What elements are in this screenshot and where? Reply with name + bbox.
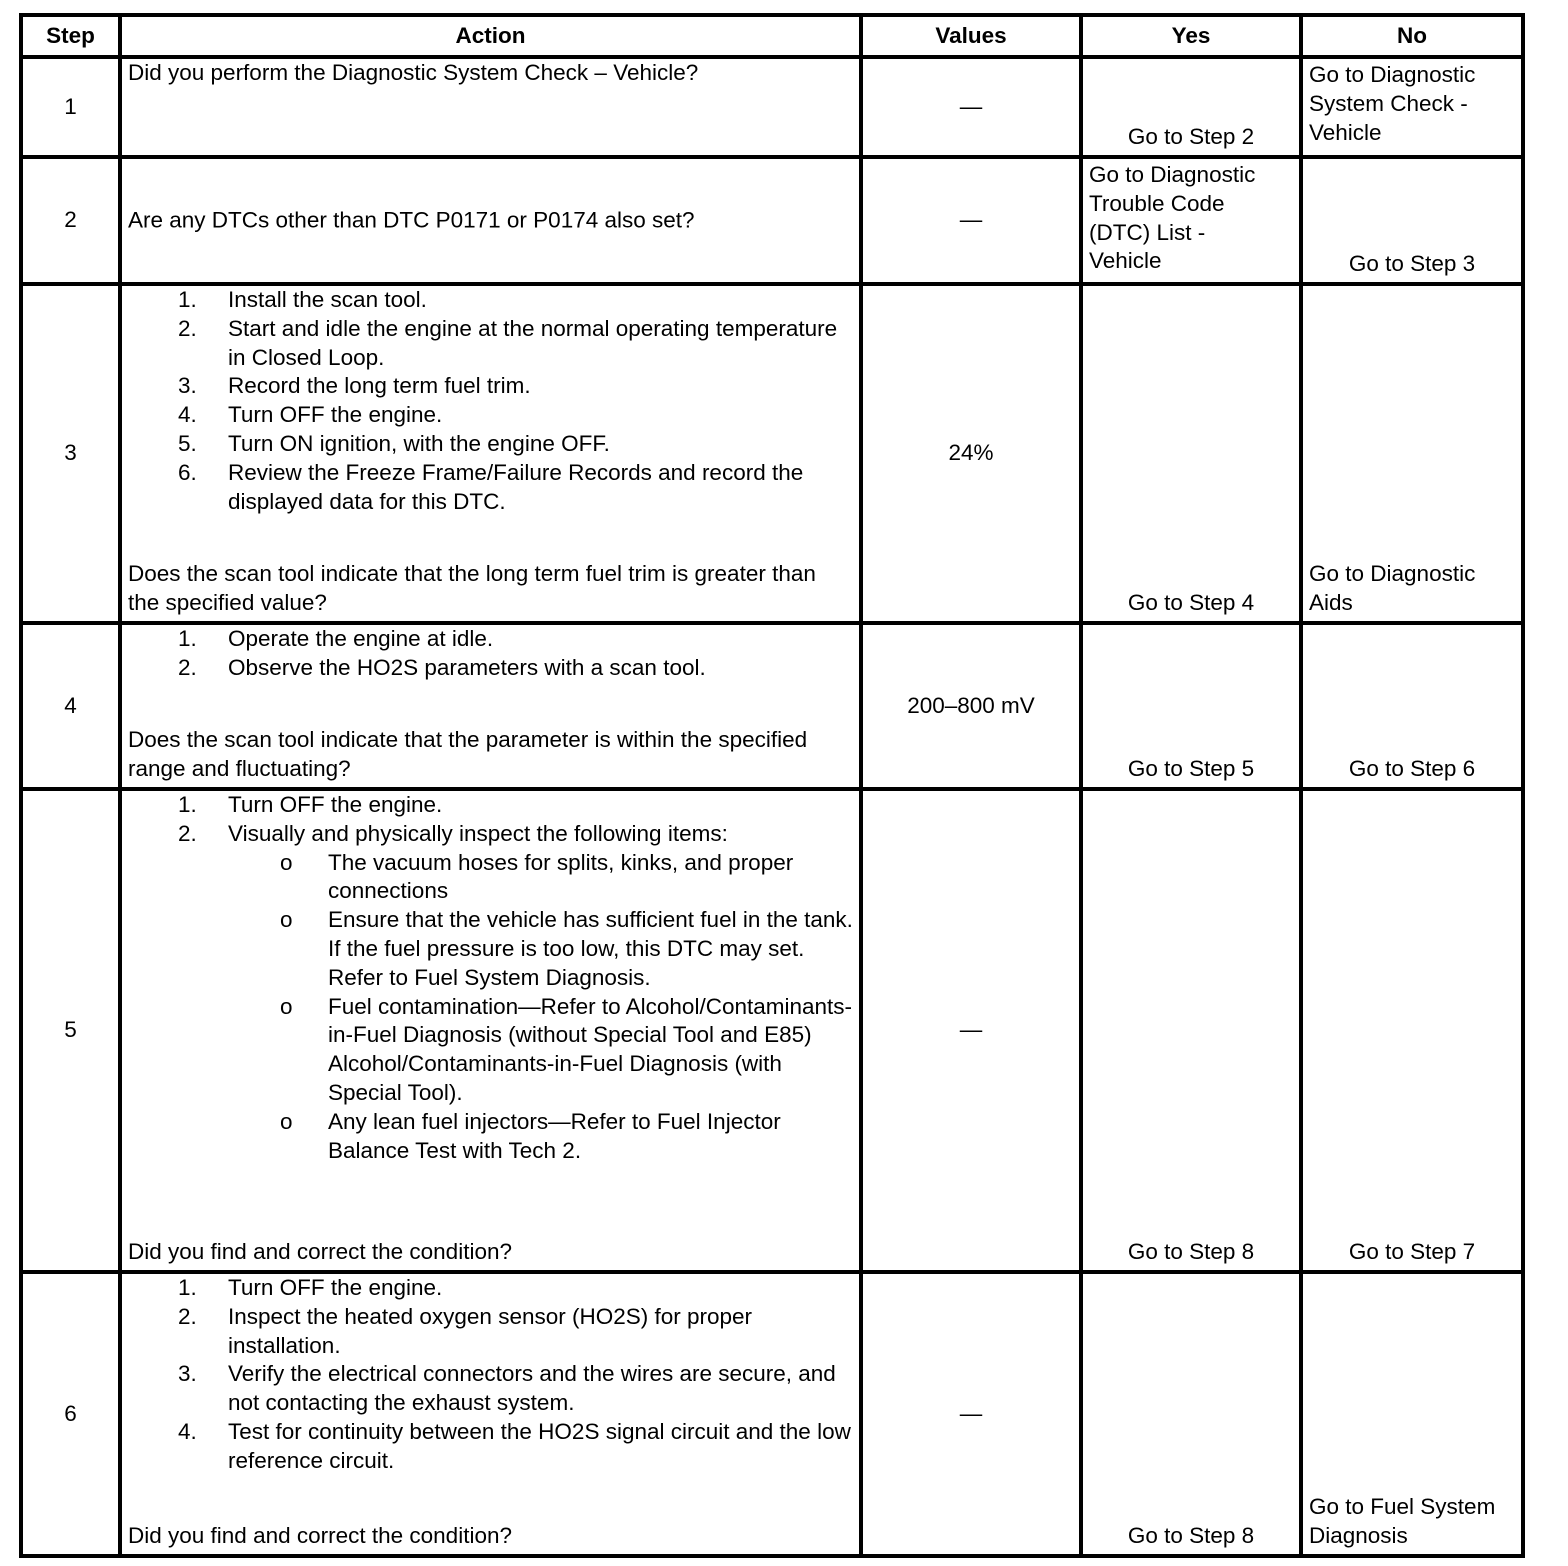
values-cell: — (861, 157, 1081, 284)
list-item: 5. Turn ON ignition, with the engine OFF. (178, 430, 610, 456)
values-cell: 200–800 mV (861, 623, 1081, 789)
yes-line: Trouble Code (1089, 190, 1225, 216)
header-no: No (1301, 15, 1523, 57)
action-question: Does the scan tool indicate that the long term fuel trim is greater than the specified value? (128, 561, 816, 616)
action-cell (120, 789, 861, 1272)
yes-cell (1081, 284, 1301, 623)
list-item: 1. Install the scan tool. (178, 287, 427, 312)
values-cell: — (861, 57, 1081, 157)
list-item: 4. Test for continuity between the HO2S signal circuit and the low reference circuit. (178, 1418, 851, 1473)
no-line: Aids (1309, 590, 1353, 616)
yes-cell (1081, 789, 1301, 1272)
step-number: 6 (21, 1272, 120, 1556)
no-link[interactable]: Go to Step 7 (1348, 1239, 1476, 1265)
yes-cell (1081, 623, 1301, 789)
step-number: 5 (21, 789, 120, 1272)
action-question: Did you find and correct the condition? (128, 1523, 512, 1549)
list-item: 2. Inspect the heated oxygen sensor (HO2S) for proper installation. (178, 1303, 753, 1358)
list-item: 1. Turn OFF the engine. (178, 792, 443, 817)
yes-line: Go to Diagnostic (1089, 162, 1256, 187)
list-item: o Fuel contamination—Refer to Alcohol/Contaminants-in-Fuel Diagnosis (without Special Tool and E85) Alcohol/Contaminants-in-Fuel Diagnosis (with Special Tool). (280, 993, 853, 1105)
action-steps (128, 625, 853, 683)
no-cell (1301, 1272, 1523, 1556)
table-row (21, 284, 1523, 623)
yes-cell (1081, 1272, 1301, 1556)
no-line: Go to Diagnostic (1309, 62, 1476, 87)
step-number: 4 (21, 623, 120, 789)
action-question: Does the scan tool indicate that the parameter is within the specified range and fluctuating? (128, 727, 808, 782)
yes-line: (DTC) List - (1089, 219, 1206, 245)
list-item: 2. Observe the HO2S parameters with a scan tool. (178, 654, 706, 680)
no-cell (1301, 789, 1523, 1272)
no-line: Diagnosis (1309, 1523, 1408, 1549)
no-line: Go to Fuel System (1309, 1494, 1496, 1520)
list-item: 1. Operate the engine at idle. (178, 626, 494, 651)
no-link[interactable] (1309, 61, 1515, 147)
list-item: 2. Start and idle the engine at the normal operating temperature in Closed Loop. (178, 315, 838, 370)
action-question: Did you perform the Diagnostic System Check – Vehicle? (128, 60, 699, 85)
yes-link[interactable]: Go to Step 8 (1127, 1239, 1255, 1265)
no-line: System Check - (1309, 90, 1468, 116)
yes-cell (1081, 157, 1301, 284)
no-link[interactable] (1309, 1493, 1515, 1551)
table-row (21, 57, 1523, 157)
values-cell: — (861, 789, 1081, 1272)
list-item: 2. Visually and physically inspect the following items: o The vacuum hoses for splits, kinks, and proper connections o Ensure that the vehicle has sufficient fuel in the tank. If the fuel pressure is too low, this DTC may set. Refer to Fuel System Diagnosis. o Fuel contamination—Refer to Alcohol/Contaminants-in-Fuel Diagnosis (without Special Tool and E85) Alcohol/Contaminants-in-Fuel Diagnosis (with Special Tool). o Any lean fuel injectors—Refer to Fuel Injector Balance Test with Tech 2. (128, 820, 853, 1166)
action-cell (120, 157, 861, 284)
yes-line: Vehicle (1089, 248, 1162, 274)
no-cell (1301, 284, 1523, 623)
action-cell (120, 623, 861, 789)
table-row (21, 1272, 1523, 1556)
action-cell (120, 57, 861, 157)
values-cell: — (861, 1272, 1081, 1556)
list-item: o The vacuum hoses for splits, kinks, and proper connections (280, 849, 794, 904)
yes-link[interactable] (1089, 161, 1293, 276)
diagnostic-table (19, 13, 1525, 1558)
list-item: o Ensure that the vehicle has sufficient fuel in the tank. If the fuel pressure is too low, this DTC may set. Refer to Fuel System Diagnosis. (280, 907, 853, 990)
step-number: 3 (21, 284, 120, 623)
action-question: Are any DTCs other than DTC P0171 or P0174 also set? (128, 207, 695, 233)
action-question: Did you find and correct the condition? (128, 1239, 512, 1265)
list-item: 1. Turn OFF the engine. (178, 1275, 443, 1300)
list-item: 3. Record the long term fuel trim. (178, 373, 531, 399)
yes-cell (1081, 57, 1301, 157)
header-row (21, 15, 1523, 57)
no-cell (1301, 157, 1523, 284)
values-cell: 24% (861, 284, 1081, 623)
step-number: 1 (21, 57, 120, 157)
header-step: Step (21, 15, 120, 57)
action-steps (128, 286, 853, 516)
yes-link[interactable]: Go to Step 8 (1127, 1523, 1255, 1549)
action-steps (128, 791, 853, 1165)
header-action: Action (120, 15, 861, 57)
list-item: 4. Turn OFF the engine. (178, 402, 443, 428)
action-steps (128, 1274, 853, 1476)
no-link[interactable] (1309, 560, 1515, 618)
no-link[interactable]: Go to Step 3 (1348, 251, 1476, 277)
header-yes: Yes (1081, 15, 1301, 57)
header-values: Values (861, 15, 1081, 57)
action-cell (120, 1272, 861, 1556)
step-number: 2 (21, 157, 120, 284)
inspection-items (228, 849, 853, 1166)
yes-link[interactable]: Go to Step 4 (1127, 590, 1255, 616)
yes-link[interactable]: Go to Step 2 (1127, 124, 1255, 150)
table-row (21, 623, 1523, 789)
no-link[interactable]: Go to Step 6 (1348, 756, 1476, 782)
yes-link[interactable]: Go to Step 5 (1127, 756, 1255, 782)
action-cell (120, 284, 861, 623)
table-row (21, 157, 1523, 284)
list-item: o Any lean fuel injectors—Refer to Fuel Injector Balance Test with Tech 2. (280, 1108, 781, 1163)
no-line: Go to Diagnostic (1309, 561, 1476, 587)
no-cell (1301, 623, 1523, 789)
no-cell (1301, 57, 1523, 157)
table-row (21, 789, 1523, 1272)
list-item: 6. Review the Freeze Frame/Failure Records and record the displayed data for this DTC. (178, 459, 804, 514)
no-line: Vehicle (1309, 119, 1382, 145)
list-item: 3. Verify the electrical connectors and the wires are secure, and not contacting the exhaust system. (178, 1361, 836, 1416)
